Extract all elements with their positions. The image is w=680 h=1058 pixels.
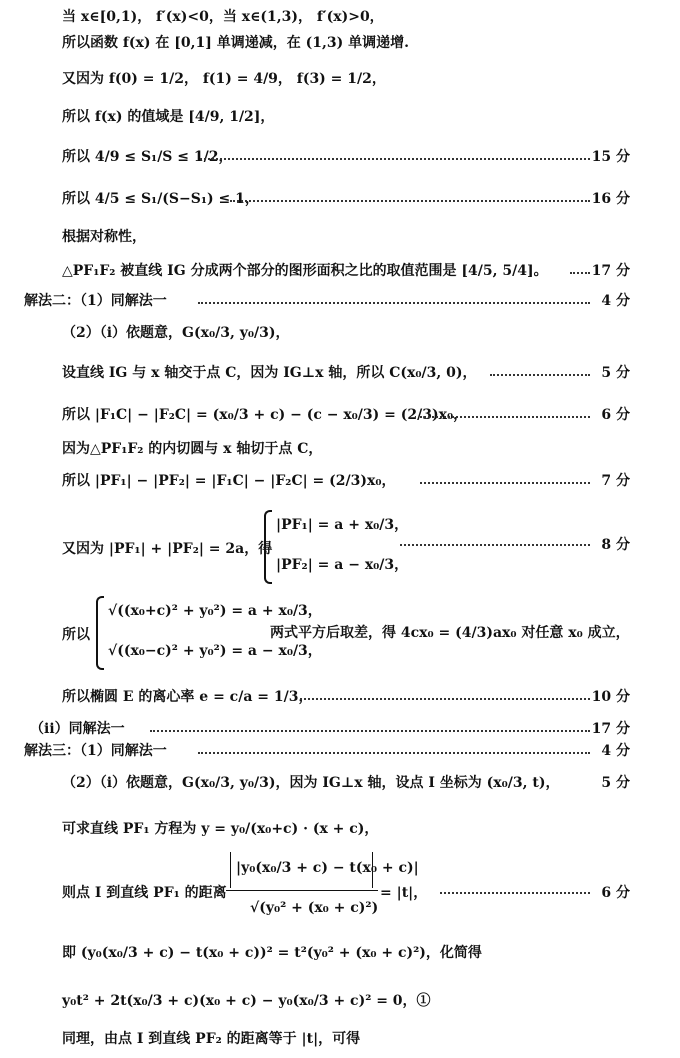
line-text: 所以函数 f(x) 在 [0,1] 单调递减，在 (1,3) 单调递增.: [62, 35, 409, 51]
dotted-leader: [400, 544, 590, 546]
score-label: 10 分: [591, 689, 630, 705]
dotted-leader: [570, 272, 590, 274]
solution-line: [0, 506, 680, 586]
score-label: 4 分: [601, 743, 630, 759]
equation-text: √((x₀+c)² + y₀²) = a + x₀/3，: [108, 603, 322, 619]
score-label: 17 分: [591, 263, 630, 279]
line-text: 所以椭圆 E 的离心率 e = c/a = 1/3，: [62, 689, 313, 705]
line-text: 当 x∈[0,1)， f′(x)<0，当 x∈(1,3)， f′(x)>0，: [62, 9, 384, 25]
line-text: 所以 f(x) 的值域是 [4/9, 1/2]，: [62, 109, 275, 125]
line-text: 因为△PF₁F₂ 的内切圆与 x 轴切于点 C，: [62, 441, 323, 457]
line-text: 所以: [62, 627, 90, 643]
score-label: 17 分: [591, 721, 630, 737]
line-text: 即 (y₀(x₀/3 + c) − t(x₀ + c))² = t²(y₀² + (x₀ + c)²)，化简得: [62, 945, 482, 961]
dotted-leader: [440, 892, 590, 894]
denominator-text: √(y₀² + (x₀ + c)²): [250, 900, 379, 916]
equation-text: 两式平方后取差，得 4cx₀ = (4/3)ax₀ 对任意 x₀ 成立，: [270, 625, 630, 641]
line-text: 解法三：（1）同解法一: [24, 743, 167, 759]
solution-line: [0, 592, 680, 672]
equation-text: |PF₂| = a − x₀/3，: [276, 557, 409, 573]
line-text: （2）（ⅰ）依题意，G(x₀/3, y₀/3)，: [62, 325, 290, 341]
dotted-leader: [300, 698, 590, 700]
line-text: 解法二：（1）同解法一: [24, 293, 167, 309]
line-text: （2）（ⅰ）依题意，G(x₀/3, y₀/3)，因为 IG⊥x 轴，设点 I 坐标为 (x₀/3, t)，: [62, 775, 560, 791]
dotted-leader: [420, 416, 590, 418]
line-text: 所以 4/9 ≤ S₁/S ≤ 1/2，: [62, 149, 233, 165]
dotted-leader: [420, 482, 590, 484]
abs-bar: [230, 852, 231, 888]
dotted-leader: [198, 752, 590, 754]
line-text: 所以 |F₁C| − |F₂C| = (x₀/3 + c) − (c − x₀/3) = (2/3)x₀，: [62, 407, 468, 423]
score-label: 4 分: [601, 293, 630, 309]
dotted-leader: [198, 302, 590, 304]
line-text: y₀t² + 2t(x₀/3 + c)(x₀ + c) − y₀(x₀/3 + c)² = 0，①: [62, 993, 431, 1009]
dotted-leader: [200, 158, 590, 160]
line-text: 又因为 f(0) = 1/2， f(1) = 4/9， f(3) = 1/2，: [62, 71, 386, 87]
line-text: 设直线 IG 与 x 轴交于点 C，因为 IG⊥x 轴，所以 C(x₀/3, 0)，: [62, 365, 477, 381]
abs-bar: [372, 852, 373, 888]
score-label: 8 分: [601, 537, 630, 553]
dotted-leader: [230, 200, 590, 202]
equation-text: √((x₀−c)² + y₀²) = a − x₀/3，: [108, 643, 322, 659]
fraction-bar: [226, 890, 378, 891]
score-label: 5 分: [601, 365, 630, 381]
line-text: = |t|，: [380, 885, 428, 901]
dotted-leader: [150, 730, 590, 732]
solution-line: [0, 852, 680, 932]
equation-text: |PF₁| = a + x₀/3，: [276, 517, 409, 533]
score-label: 5 分: [601, 775, 630, 791]
line-text: △PF₁F₂ 被直线 IG 分成两个部分的图形面积之比的取值范围是 [4/5, 5/4]。: [62, 263, 548, 279]
line-text: 所以 |PF₁| − |PF₂| = |F₁C| − |F₂C| = (2/3)x₀，: [62, 473, 396, 489]
score-label: 15 分: [591, 149, 630, 165]
brace-symbol: [264, 510, 272, 584]
line-text: 根据对称性，: [62, 229, 146, 245]
numerator-text: |y₀(x₀/3 + c) − t(x₀ + c)|: [236, 860, 419, 876]
line-text: 可求直线 PF₁ 方程为 y = y₀/(x₀+c) · (x + c)，: [62, 821, 379, 837]
score-label: 6 分: [601, 407, 630, 423]
dotted-leader: [490, 374, 590, 376]
score-label: 16 分: [591, 191, 630, 207]
brace-symbol: [96, 596, 104, 670]
line-text: 则点 I 到直线 PF₁ 的距离: [62, 885, 227, 901]
score-label: 6 分: [601, 885, 630, 901]
line-text: （ⅱ）同解法一: [30, 721, 125, 737]
score-label: 7 分: [601, 473, 630, 489]
line-text: 所以 4/5 ≤ S₁/(S−S₁) ≤ 1，: [62, 191, 259, 207]
line-text: 又因为 |PF₁| + |PF₂| = 2a，得: [62, 541, 273, 557]
line-text: 同理，由点 I 到直线 PF₂ 的距离等于 |t|，可得: [62, 1031, 361, 1047]
